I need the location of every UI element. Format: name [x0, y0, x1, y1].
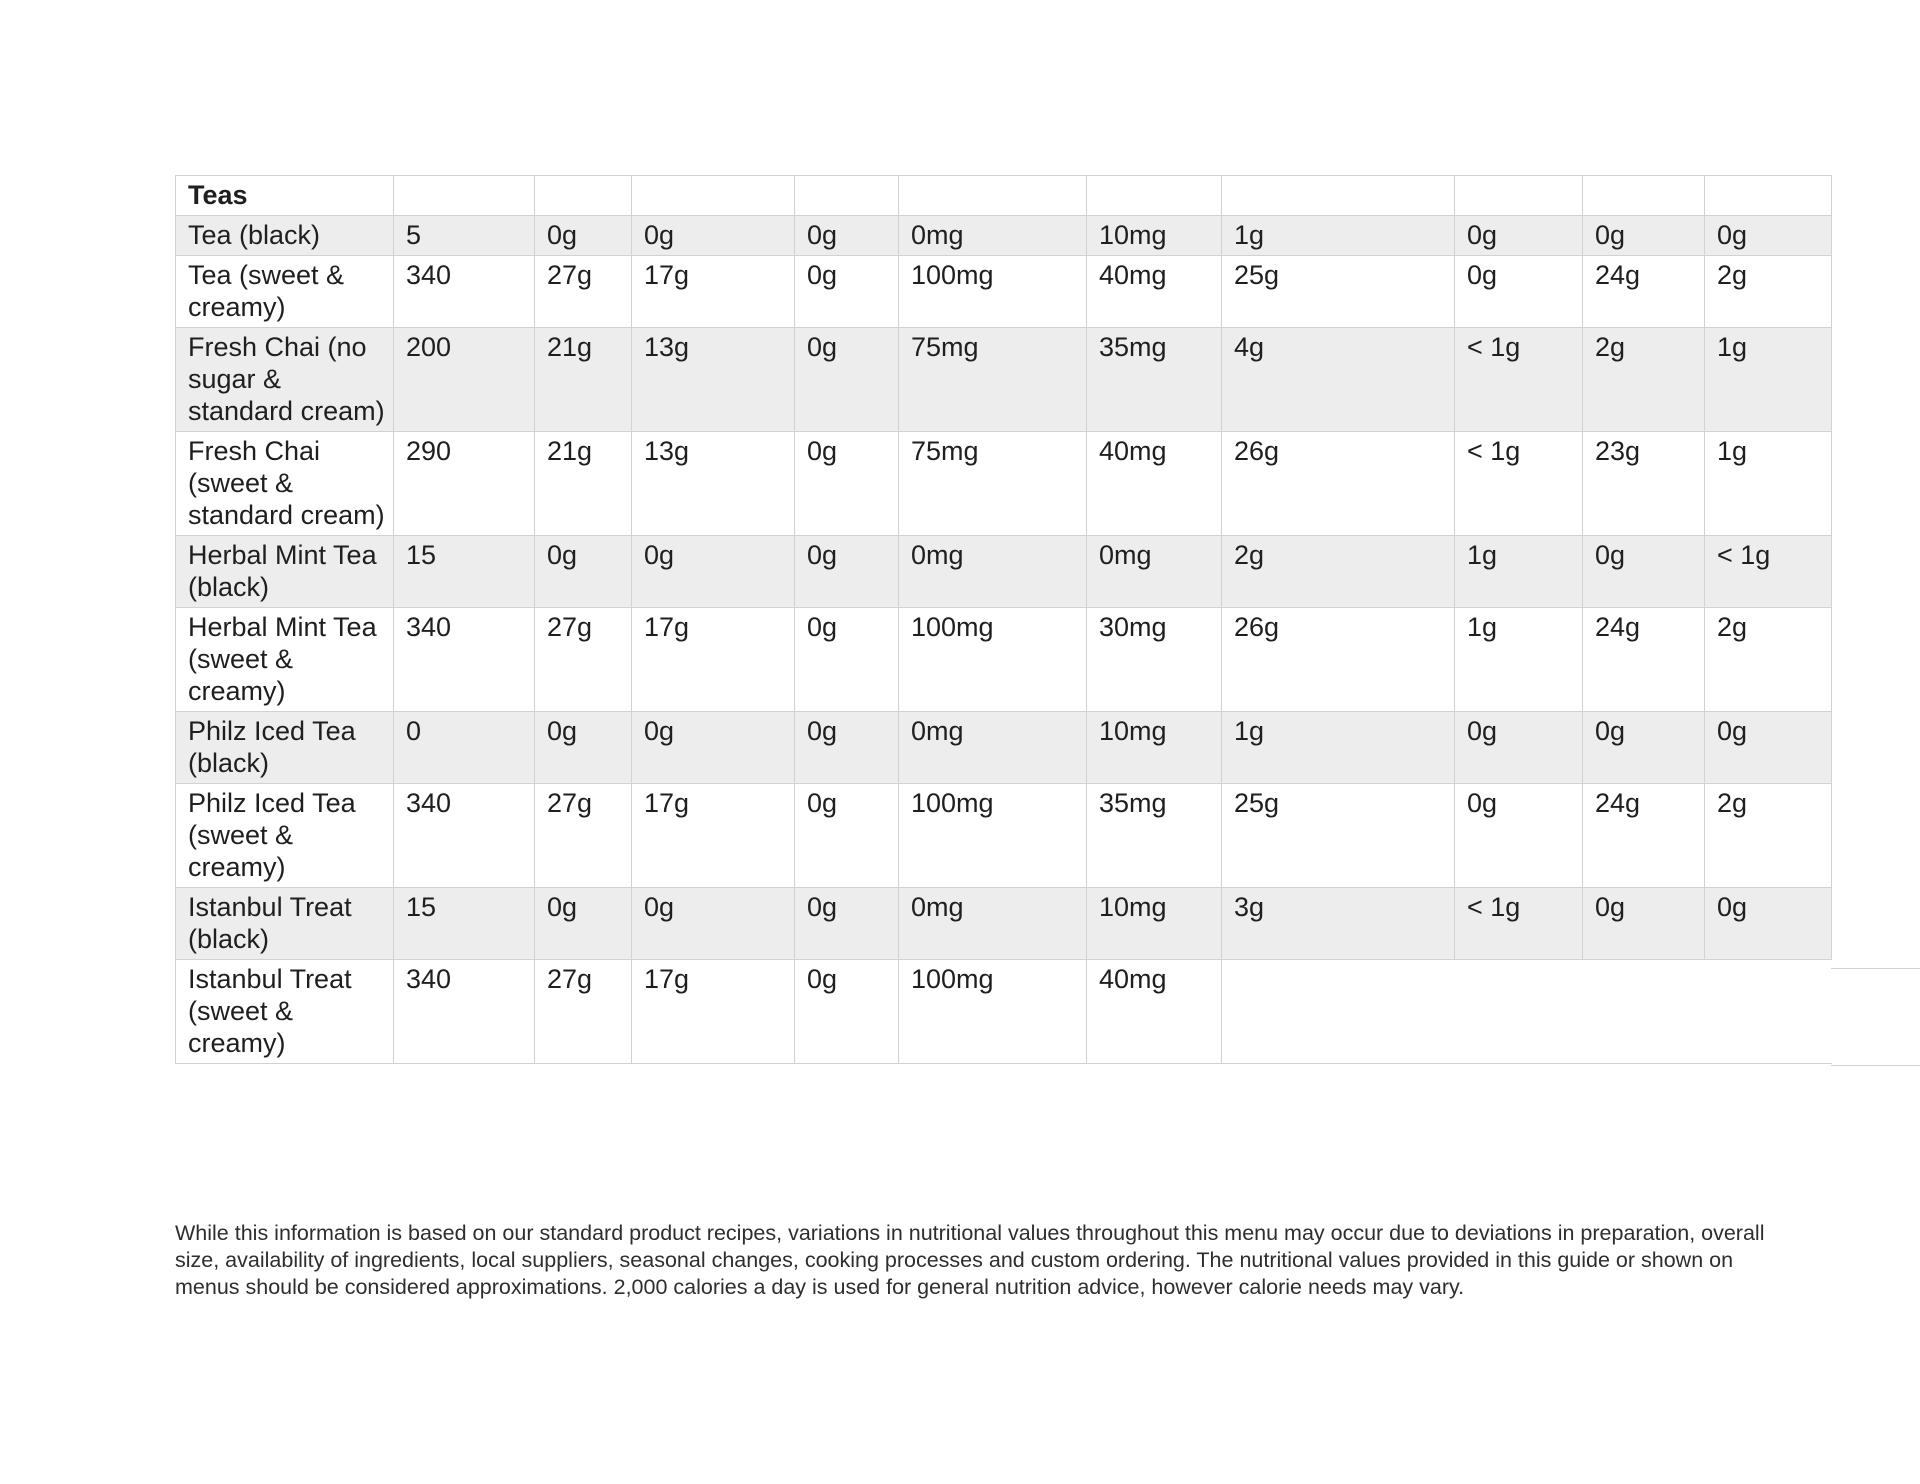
nutrition-value-cell: 1g — [1455, 608, 1583, 712]
nutrition-value-cell: 100mg — [899, 960, 1087, 1064]
nutrition-value-cell: 25g — [1222, 256, 1455, 328]
nutrition-value-cell: 0 — [394, 712, 535, 784]
nutrition-value-cell: 40mg — [1087, 256, 1222, 328]
table-row — [176, 712, 1832, 784]
nutrition-value-cell: 100mg — [899, 256, 1087, 328]
nutrition-value-cell: 23g — [1583, 432, 1705, 536]
nutrition-value-cell: 27g — [535, 608, 632, 712]
nutrition-value-cell: 27g — [535, 960, 632, 1064]
nutrition-value-cell: 0g — [1705, 216, 1832, 256]
nutrition-value-cell: 2g — [1705, 256, 1832, 328]
empty-cell — [1087, 176, 1222, 216]
nutrition-value-cell: 0g — [1705, 712, 1832, 784]
nutrition-value-cell: 0g — [795, 960, 899, 1064]
nutrition-value-cell: 13g — [632, 328, 795, 432]
nutrition-value-cell: 27g — [535, 784, 632, 888]
nutrition-value-cell: 200 — [394, 328, 535, 432]
empty-cell — [795, 176, 899, 216]
nutrition-value-cell: 1g — [1705, 432, 1832, 536]
nutrition-value-cell: 0g — [795, 888, 899, 960]
nutrition-value-cell: 17g — [632, 960, 795, 1064]
empty-cell — [632, 176, 795, 216]
nutrition-table — [175, 175, 1832, 1064]
nutrition-value-cell: 0g — [1583, 216, 1705, 256]
table-row — [176, 888, 1832, 960]
nutrition-value-cell: 0g — [795, 256, 899, 328]
nutrition-value-cell: 2g — [1583, 328, 1705, 432]
nutrition-value-cell: 1g — [1705, 328, 1832, 432]
nutrition-value-cell: 0g — [632, 888, 795, 960]
table-row — [176, 608, 1832, 712]
nutrition-value-cell: 30mg — [1087, 608, 1222, 712]
nutrition-value-cell: 10mg — [1087, 712, 1222, 784]
empty-cell — [1583, 176, 1705, 216]
empty-cell — [394, 176, 535, 216]
nutrition-value-cell: 17g — [632, 784, 795, 888]
nutrition-value-cell: 340 — [394, 256, 535, 328]
empty-cell — [1455, 176, 1583, 216]
nutrition-value-cell: 15 — [394, 536, 535, 608]
empty-cell — [1705, 176, 1832, 216]
nutrition-value-cell: 0g — [795, 432, 899, 536]
nutrition-value-cell: 0g — [1583, 712, 1705, 784]
nutrition-value-cell: 340 — [394, 608, 535, 712]
empty-cell — [535, 176, 632, 216]
nutrition-value-cell: 40mg — [1087, 960, 1222, 1064]
nutrition-value-cell: 0g — [1583, 536, 1705, 608]
section-title: Teas — [176, 176, 394, 216]
item-name-cell: Philz Iced Tea (black) — [176, 712, 394, 784]
nutrition-value-cell: 0g — [632, 536, 795, 608]
nutrition-disclaimer: While this information is based on our standard product recipes, variations in nutritional values throughout this menu may occur due to deviations in preparation, overall size, availability of ingredients, local suppliers, seasonal changes, cooking processes and custom ordering. The nutritional values provided in this guide or shown on menus should be considered approximations. 2,000 calories a day is used for general nutrition advice, however calorie needs may vary. — [175, 1221, 1765, 1299]
nutrition-value-cell: 0g — [1455, 712, 1583, 784]
nutrition-value-cell: 2g — [1222, 536, 1455, 608]
nutrition-value-cell: 0g — [535, 536, 632, 608]
nutrition-value-cell: < 1g — [1455, 888, 1583, 960]
nutrition-value-cell: 5 — [394, 216, 535, 256]
nutrition-value-cell: 4g — [1222, 328, 1455, 432]
nutrition-value-cell: 40mg — [1087, 432, 1222, 536]
nutrition-value-cell: 25g — [1222, 784, 1455, 888]
nutrition-value-cell: 26g — [1222, 608, 1455, 712]
item-name-cell: Fresh Chai (sweet & standard cream) — [176, 432, 394, 536]
nutrition-value-cell: 27g — [535, 256, 632, 328]
nutrition-value-cell: 2g — [1705, 784, 1832, 888]
nutrition-value-cell: 2g — [1705, 608, 1832, 712]
item-name-cell: Tea (sweet & creamy) — [176, 256, 394, 328]
item-name-cell: Herbal Mint Tea (black) — [176, 536, 394, 608]
table-row — [176, 784, 1832, 888]
nutrition-value-cell: 75mg — [899, 432, 1087, 536]
nutrition-value-cell: 21g — [535, 328, 632, 432]
nutrition-value-cell: 0mg — [899, 216, 1087, 256]
section-header-row — [176, 176, 1832, 216]
item-name-cell: Fresh Chai (no sugar & standard cream) — [176, 328, 394, 432]
nutrition-value-cell: 0g — [1455, 216, 1583, 256]
nutrition-value-cell: 24g — [1583, 256, 1705, 328]
row-border-extension — [1831, 968, 1920, 1066]
nutrition-value-cell: 0g — [795, 712, 899, 784]
nutrition-value-cell: 0g — [632, 216, 795, 256]
nutrition-value-cell: 0g — [795, 608, 899, 712]
nutrition-value-cell: 3g — [1222, 888, 1455, 960]
nutrition-value-cell: 35mg — [1087, 784, 1222, 888]
empty-cell — [899, 176, 1087, 216]
nutrition-value-cell: < 1g — [1455, 432, 1583, 536]
item-name-cell: Istanbul Treat (black) — [176, 888, 394, 960]
nutrition-value-cell: 0g — [535, 712, 632, 784]
nutrition-value-cell: 0mg — [1087, 536, 1222, 608]
nutrition-value-cell: 21g — [535, 432, 632, 536]
nutrition-value-cell: 35mg — [1087, 328, 1222, 432]
nutrition-value-cell: 0mg — [899, 712, 1087, 784]
nutrition-value-cell: 0g — [1455, 256, 1583, 328]
nutrition-value-cell: 340 — [394, 784, 535, 888]
item-name-cell: Istanbul Treat (sweet & creamy) — [176, 960, 394, 1064]
nutrition-value-cell: 0mg — [899, 888, 1087, 960]
nutrition-value-cell: 10mg — [1087, 216, 1222, 256]
table-row — [176, 960, 1832, 1064]
nutrition-value-cell: 1g — [1222, 712, 1455, 784]
nutrition-value-cell: 13g — [632, 432, 795, 536]
nutrition-value-cell: 1g — [1455, 536, 1583, 608]
nutrition-value-cell: 100mg — [899, 784, 1087, 888]
nutrition-value-cell: 0g — [1455, 784, 1583, 888]
item-name-cell: Philz Iced Tea (sweet & creamy) — [176, 784, 394, 888]
nutrition-value-cell: 0g — [535, 888, 632, 960]
nutrition-value-cell: < 1g — [1455, 328, 1583, 432]
nutrition-value-cell: 0g — [1705, 888, 1832, 960]
empty-cell — [1222, 960, 1832, 1064]
nutrition-value-cell: 0g — [795, 216, 899, 256]
table-row — [176, 536, 1832, 608]
nutrition-value-cell: 15 — [394, 888, 535, 960]
item-name-cell: Tea (black) — [176, 216, 394, 256]
table-row — [176, 432, 1832, 536]
nutrition-value-cell: 24g — [1583, 608, 1705, 712]
nutrition-value-cell: < 1g — [1705, 536, 1832, 608]
nutrition-value-cell: 0g — [795, 784, 899, 888]
nutrition-value-cell: 17g — [632, 256, 795, 328]
nutrition-value-cell: 0mg — [899, 536, 1087, 608]
table-row — [176, 216, 1832, 256]
nutrition-value-cell: 24g — [1583, 784, 1705, 888]
item-name-cell: Herbal Mint Tea (sweet & creamy) — [176, 608, 394, 712]
nutrition-value-cell: 0g — [632, 712, 795, 784]
nutrition-value-cell: 340 — [394, 960, 535, 1064]
empty-cell — [1222, 176, 1455, 216]
nutrition-value-cell: 26g — [1222, 432, 1455, 536]
nutrition-value-cell: 0g — [535, 216, 632, 256]
nutrition-value-cell: 0g — [795, 328, 899, 432]
nutrition-value-cell: 10mg — [1087, 888, 1222, 960]
nutrition-value-cell: 1g — [1222, 216, 1455, 256]
table-row — [176, 328, 1832, 432]
table-row — [176, 256, 1832, 328]
nutrition-value-cell: 290 — [394, 432, 535, 536]
nutrition-value-cell: 0g — [795, 536, 899, 608]
nutrition-value-cell: 100mg — [899, 608, 1087, 712]
nutrition-value-cell: 17g — [632, 608, 795, 712]
nutrition-value-cell: 75mg — [899, 328, 1087, 432]
nutrition-value-cell: 0g — [1583, 888, 1705, 960]
